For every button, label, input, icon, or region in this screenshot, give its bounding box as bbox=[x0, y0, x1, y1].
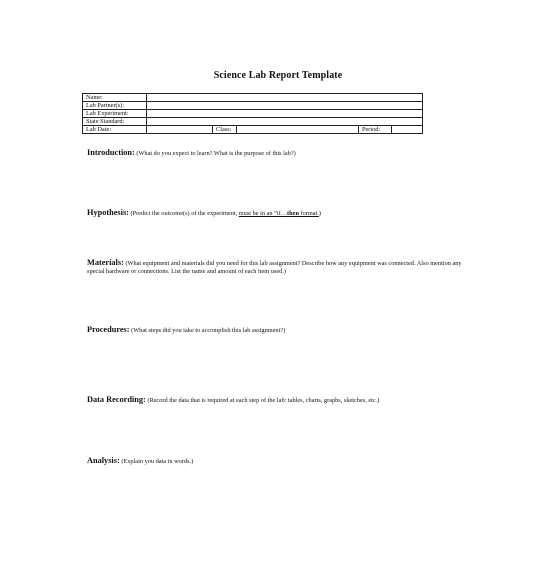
partners-field[interactable] bbox=[147, 102, 423, 110]
hypothesis-prompt-underlined-1: must be in an “if… bbox=[238, 210, 288, 217]
data-recording-prompt: (Record the data that is required at each step of the lab: tables, charts, graphs, sketches, etc.) bbox=[147, 397, 380, 404]
period-field[interactable] bbox=[392, 126, 423, 134]
data-recording-heading: Data Recording: bbox=[87, 395, 146, 404]
procedures-heading: Procedures: bbox=[87, 325, 130, 334]
introduction-heading: Introduction: bbox=[87, 148, 135, 157]
materials-heading: Materials: bbox=[87, 258, 124, 267]
hypothesis-section bbox=[87, 209, 472, 218]
class-label: Class: bbox=[213, 126, 237, 134]
hypothesis-heading: Hypothesis: bbox=[87, 208, 129, 217]
experiment-row bbox=[83, 110, 423, 118]
procedures-prompt: (What steps did you take to accomplish this lab assignment?) bbox=[131, 327, 286, 334]
class-field[interactable] bbox=[237, 126, 359, 134]
date-field[interactable] bbox=[147, 126, 213, 134]
partners-row bbox=[83, 102, 423, 110]
experiment-field[interactable] bbox=[147, 110, 423, 118]
data-recording-section bbox=[87, 396, 472, 405]
introduction-section bbox=[87, 149, 472, 158]
standard-field[interactable] bbox=[147, 118, 423, 126]
period-label: Period: bbox=[359, 126, 392, 134]
hypothesis-prompt-underlined-2: format. bbox=[298, 210, 319, 217]
hypothesis-prompt-end: ) bbox=[318, 210, 321, 217]
partners-label: Lab Partner(s): bbox=[83, 102, 147, 110]
analysis-prompt: (Explain you data in words.) bbox=[121, 458, 194, 465]
introduction-prompt: (What do you expect to learn? What is the purpose of this lab?) bbox=[136, 150, 296, 157]
standard-label: State Standard: bbox=[83, 118, 147, 126]
date-class-period-row bbox=[83, 126, 423, 134]
name-field[interactable] bbox=[147, 94, 423, 102]
analysis-heading: Analysis: bbox=[87, 456, 120, 465]
page-title: Science Lab Report Template bbox=[213, 70, 343, 81]
hypothesis-prompt-then: then bbox=[287, 210, 299, 217]
experiment-label: Lab Experiment: bbox=[83, 110, 147, 118]
student-info-table bbox=[82, 93, 423, 134]
name-row bbox=[83, 94, 423, 102]
materials-prompt: (What equipment and materials did you need for this lab assignment? Describe how any equipment was connected. Also mention any special hardware or connections. List the name and amount of each item used.) bbox=[87, 260, 462, 275]
name-label: Name: bbox=[83, 94, 147, 102]
procedures-section bbox=[87, 326, 472, 335]
materials-section bbox=[87, 259, 472, 276]
standard-row bbox=[83, 118, 423, 126]
date-label: Lab Date: bbox=[83, 126, 147, 134]
analysis-section bbox=[87, 457, 472, 466]
hypothesis-prompt-start: (Predict the outcome(s) of the experiment, bbox=[130, 210, 239, 217]
